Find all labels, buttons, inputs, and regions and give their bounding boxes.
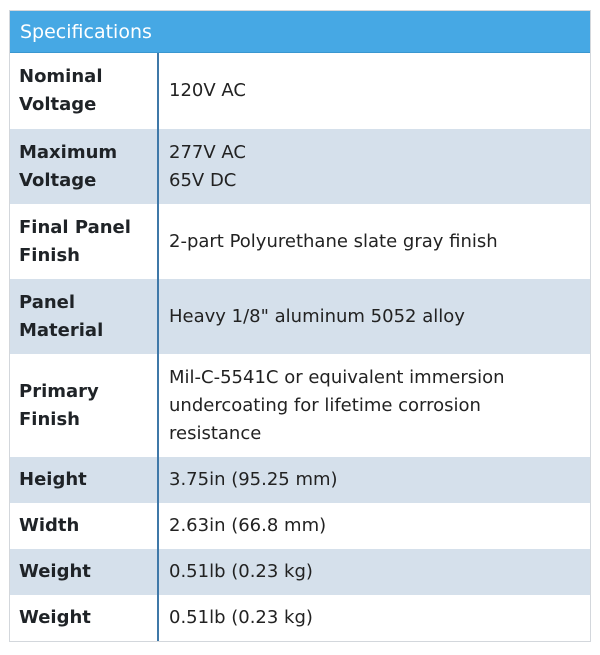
spec-value xyxy=(158,503,590,549)
spec-label-line: Voltage xyxy=(19,169,97,191)
spec-label-line: Primary xyxy=(19,380,99,402)
spec-label xyxy=(10,53,158,129)
spec-row-primary-finish xyxy=(10,354,590,457)
spec-row-width xyxy=(10,503,590,549)
spec-value-line: 2.63in (66.8 mm) xyxy=(169,515,327,536)
spec-label-line: Panel xyxy=(19,291,76,313)
spec-value xyxy=(158,129,590,204)
spec-label-line: Finish xyxy=(19,244,80,266)
spec-value xyxy=(158,549,590,595)
spec-value-line: Heavy 1/8" aluminum 5052 alloy xyxy=(169,305,465,327)
spec-value xyxy=(158,204,590,279)
spec-value-line: 2-part Polyurethane slate gray finish xyxy=(169,230,498,252)
specifications-card xyxy=(9,10,591,642)
spec-value-line: resistance xyxy=(169,422,262,444)
spec-label xyxy=(10,457,158,503)
spec-value xyxy=(158,457,590,503)
spec-label xyxy=(10,595,158,641)
spec-label-line: Final Panel xyxy=(19,216,131,238)
spec-label xyxy=(10,549,158,595)
spec-label-line: Material xyxy=(19,319,104,341)
spec-label-line: Height xyxy=(19,469,87,490)
spec-row-final-panel-finish xyxy=(10,204,590,279)
spec-value xyxy=(158,53,590,129)
spec-label-line: Nominal xyxy=(19,66,103,87)
spec-label-line: Width xyxy=(19,515,80,536)
spec-row-weight-2 xyxy=(10,595,590,641)
spec-value-line: 277V AC xyxy=(169,141,246,163)
spec-value xyxy=(158,279,590,354)
spec-value-line: Mil-C-5541C or equivalent immersion xyxy=(169,366,505,388)
spec-label-line: Weight xyxy=(19,561,91,582)
spec-row-panel-material xyxy=(10,279,590,354)
spec-value-line: 3.75in (95.25 mm) xyxy=(169,469,338,490)
spec-label-line: Maximum xyxy=(19,141,118,163)
spec-label xyxy=(10,279,158,354)
spec-value-line: 120V AC xyxy=(169,80,246,101)
spec-label xyxy=(10,129,158,204)
spec-row-maximum-voltage xyxy=(10,129,590,204)
spec-value-line: 65V DC xyxy=(169,169,237,191)
spec-label xyxy=(10,354,158,457)
spec-label-line: Weight xyxy=(19,607,91,628)
spec-label-line: Voltage xyxy=(19,94,97,115)
spec-row-weight xyxy=(10,549,590,595)
specifications-header: Specifications xyxy=(10,11,590,53)
spec-value-line: undercoating for lifetime corrosion xyxy=(169,394,481,416)
spec-row-height xyxy=(10,457,590,503)
spec-value xyxy=(158,354,590,457)
spec-label xyxy=(10,204,158,279)
spec-value xyxy=(158,595,590,641)
specifications-table xyxy=(10,53,590,641)
spec-value-line: 0.51lb (0.23 kg) xyxy=(169,561,313,582)
spec-row-nominal-voltage xyxy=(10,53,590,129)
spec-label-line: Finish xyxy=(19,408,80,430)
spec-value-line: 0.51lb (0.23 kg) xyxy=(169,607,313,628)
spec-label xyxy=(10,503,158,549)
